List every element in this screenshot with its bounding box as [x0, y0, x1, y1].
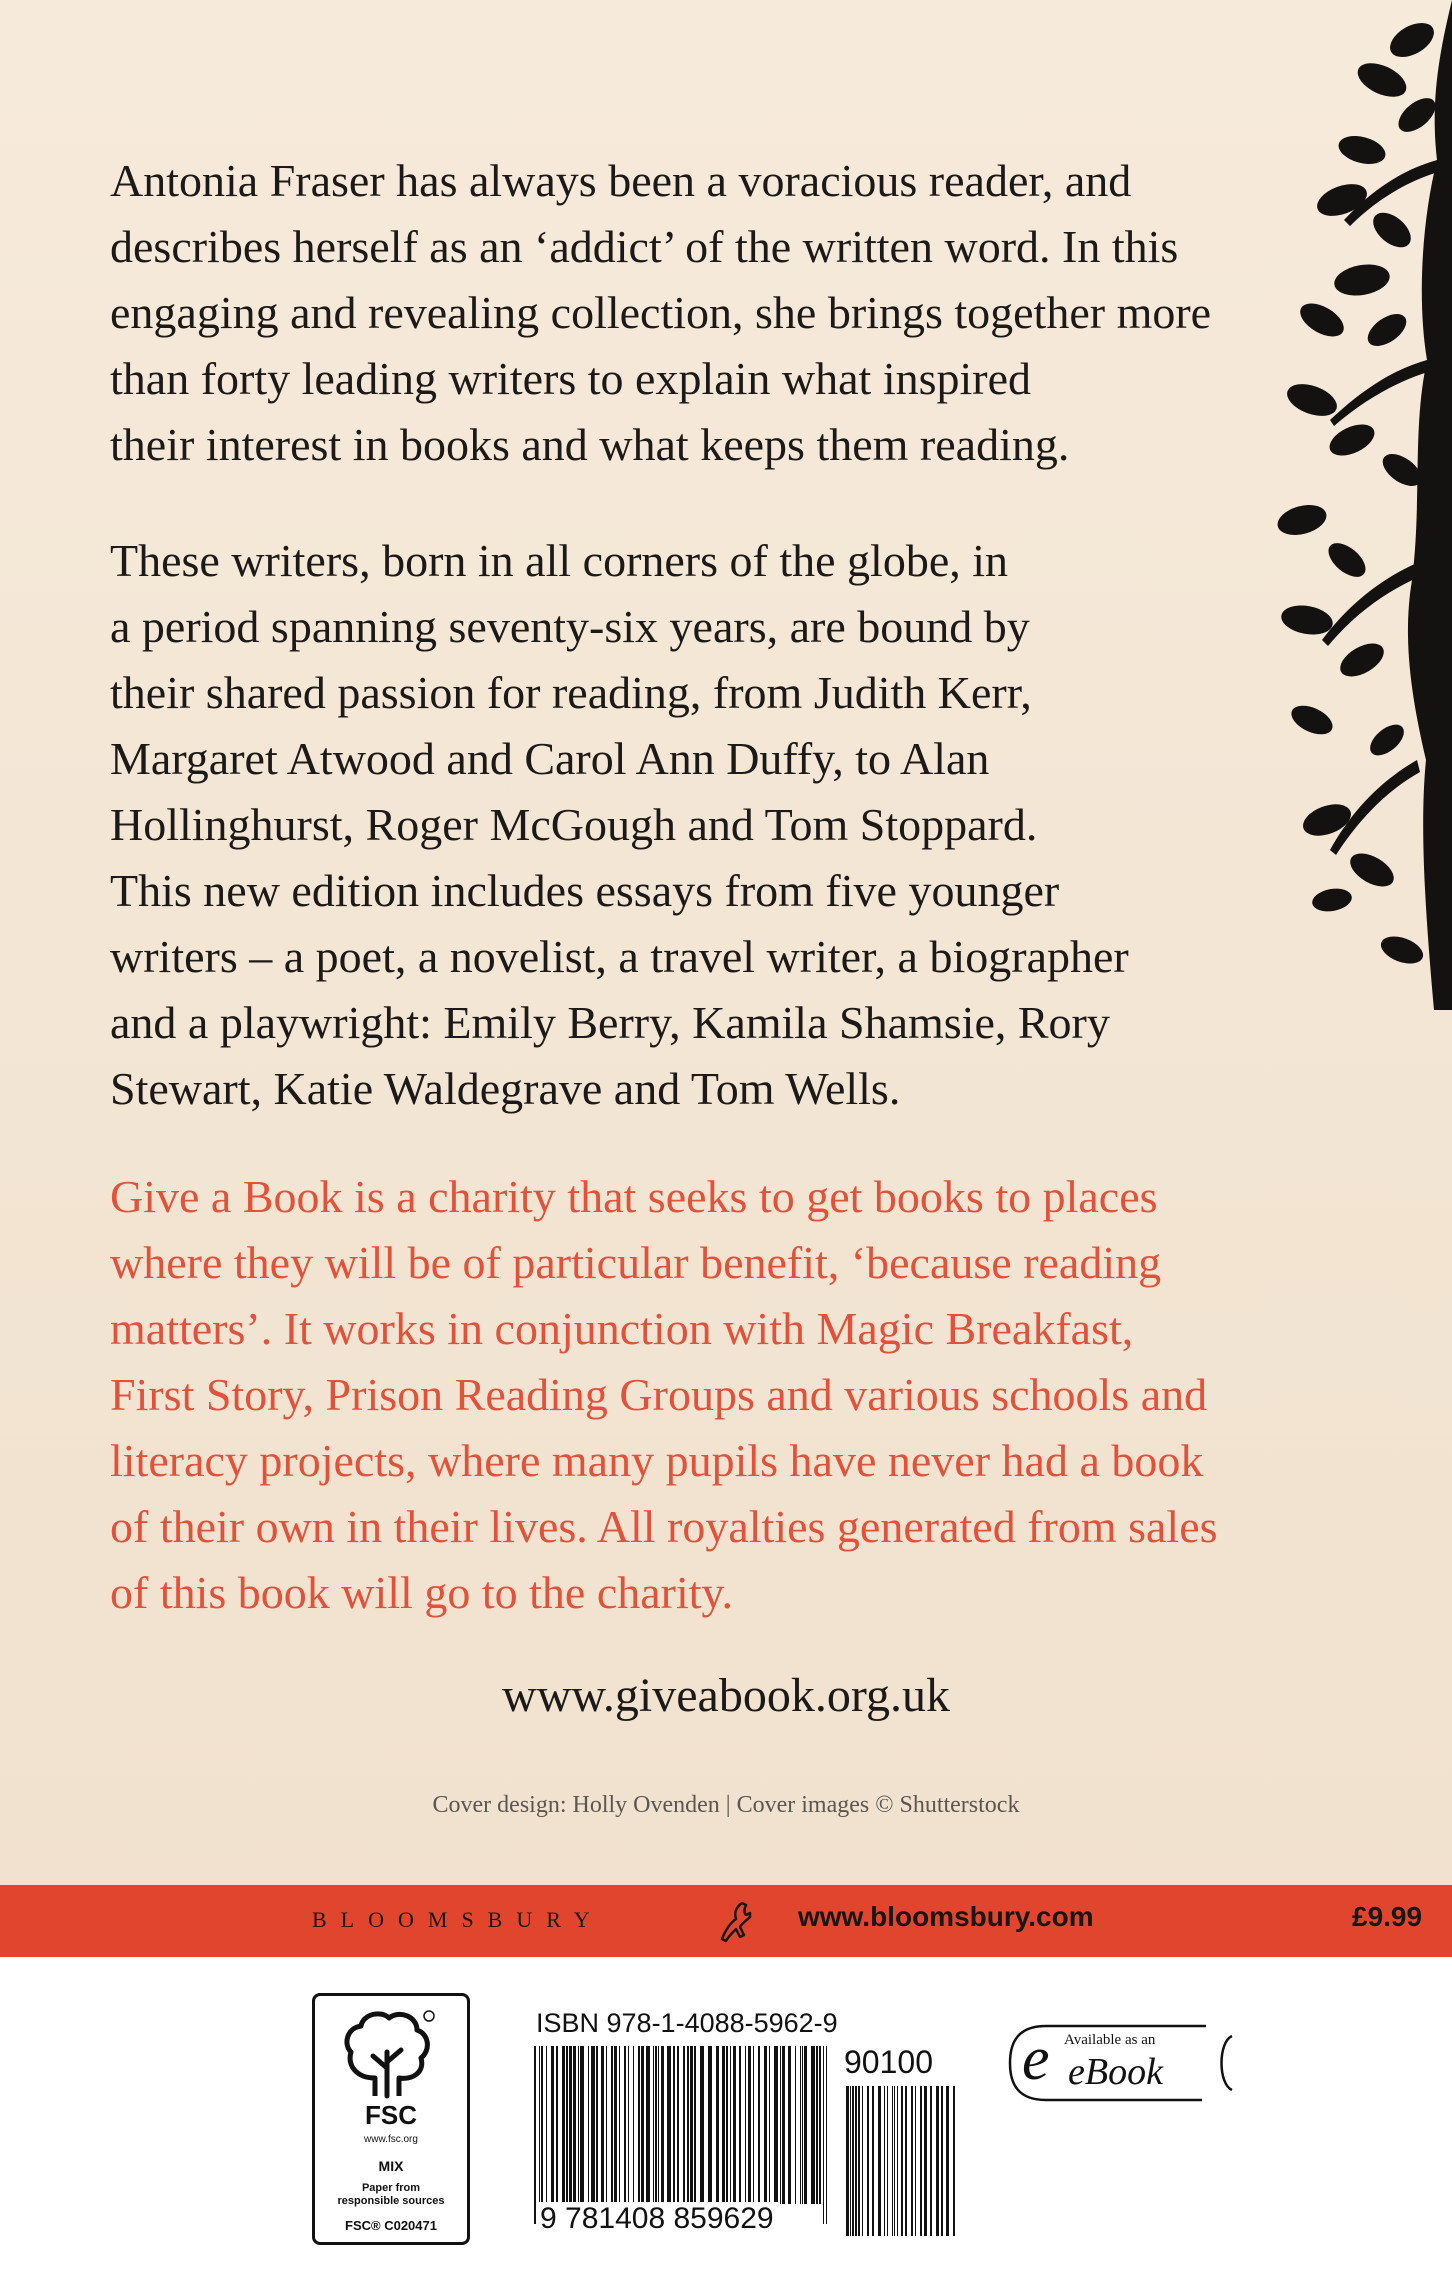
barcode-addon-bar [936, 2086, 939, 2236]
barcode-bar [551, 2046, 554, 2204]
barcode-bar [573, 2046, 576, 2204]
text-line: This new edition includes essays from five younger [110, 865, 1060, 916]
barcode-addon-bar [892, 2086, 893, 2236]
barcode-bar [606, 2046, 607, 2204]
barcode-bar [611, 2046, 613, 2204]
barcode-bar [646, 2046, 650, 2204]
barcode-addon-bar [897, 2086, 898, 2236]
barcode-bar [655, 2046, 657, 2204]
fsc-paper-note [315, 2182, 467, 2208]
text-line: These writers, born in all corners of the globe, in [110, 535, 1009, 586]
barcode-bar [628, 2046, 629, 2204]
barcode-addon-bar [924, 2086, 927, 2236]
barcode-addon-bar [855, 2086, 857, 2236]
barcode-bar [739, 2046, 741, 2204]
barcode-addon-bar [920, 2086, 922, 2236]
barcode-bar [804, 2046, 807, 2204]
text-line: Hollinghurst, Roger McGough and Tom Stoppard. [110, 799, 1038, 850]
text-line: Antonia Fraser has always been a voracious reader, and [110, 155, 1132, 206]
text-line: than forty leading writers to explain what inspired [110, 353, 1032, 404]
fsc-tree-icon [337, 2008, 437, 2100]
barcode-bar [788, 2046, 791, 2204]
publisher-website: www.bloomsbury.com [798, 1901, 1094, 1932]
ebook-available-text: Available as an [1064, 2032, 1156, 2048]
barcode-addon-bar [915, 2086, 916, 2236]
barcode-bar [758, 2046, 760, 2204]
barcode-addon-bar [887, 2086, 888, 2236]
barcode-bar [539, 2046, 540, 2224]
barcode-bar [774, 2046, 778, 2204]
barcode-bar [716, 2046, 719, 2204]
text-line: literacy projects, where many pupils have never had a book [110, 1435, 1204, 1486]
barcode-bar [591, 2046, 595, 2204]
barcode-addon-bar [850, 2086, 851, 2236]
text-line: their interest in books and what keeps them reading. [110, 419, 1070, 470]
barcode-bar [694, 2046, 696, 2204]
barcode-bar [541, 2046, 543, 2204]
barcode-addon-bar [852, 2086, 854, 2236]
barcode-addon-bar [884, 2086, 885, 2236]
barcode-bar [730, 2046, 731, 2204]
fsc-code: FSC® C020471 [345, 2218, 437, 2233]
text-line: describes herself as an ‘addict’ of the written word. In this [110, 221, 1179, 272]
fsc-title: FSC [365, 2100, 417, 2130]
blurb-paragraph-intro [110, 148, 1270, 478]
barcode-bar [753, 2046, 754, 2204]
barcode-bar [769, 2046, 770, 2204]
fsc-paper-line: responsible sources [337, 2195, 445, 2207]
barcode-addon-number: 90100 [844, 2044, 933, 2080]
barcode-bar [580, 2046, 584, 2204]
barcode-bar [546, 2046, 547, 2204]
barcode-addon-bar [872, 2086, 874, 2236]
text-line: writers – a poet, a novelist, a travel writer, a biographer [110, 931, 1129, 982]
barcode-bar [653, 2046, 654, 2204]
barcode-addon-bar [901, 2086, 903, 2236]
text-line: where they will be of particular benefit, ‘because reading [110, 1237, 1162, 1288]
barcode-bar [658, 2046, 659, 2204]
barcode-bar [633, 2046, 634, 2204]
barcode-bar [819, 2046, 821, 2204]
barcode-addon-bar [894, 2086, 895, 2236]
fsc-mix: MIX [378, 2158, 404, 2174]
barcode-bar [708, 2046, 712, 2204]
barcode-bar [687, 2046, 689, 2204]
barcode-addon-bar [867, 2086, 869, 2236]
fsc-certification-label [312, 1993, 470, 2245]
barcode-bar [667, 2046, 671, 2204]
barcode-bar [673, 2046, 675, 2204]
barcode-digits: 9 781408 859629 [536, 2202, 778, 2236]
barcode-addon-bar [941, 2086, 943, 2236]
barcode-bar [641, 2046, 644, 2204]
barcode-bar [748, 2046, 751, 2204]
barcode-bar [726, 2046, 728, 2204]
barcode-bar [823, 2046, 824, 2224]
fsc-paper-line: Paper from [361, 2182, 421, 2194]
ebook-e-glyph: e [1022, 2025, 1050, 2093]
text-line: First Story, Prison Reading Groups and various schools and [110, 1369, 1208, 1420]
barcode-addon-bar [858, 2086, 860, 2236]
charity-website: www.giveabook.org.uk [502, 1669, 950, 1722]
barcode-bar [802, 2046, 803, 2204]
text-line: Give a Book is a charity that seeks to get books to places [110, 1171, 1158, 1222]
barcode-bar [614, 2046, 617, 2204]
barcode-bar [638, 2046, 640, 2204]
barcode-bar [566, 2046, 568, 2204]
barcode-bar [562, 2046, 565, 2204]
fsc-url: www.fsc.org [364, 2134, 418, 2145]
barcode-bar [624, 2046, 626, 2204]
barcode-bar [596, 2046, 598, 2204]
barcode-bar [764, 2046, 767, 2204]
barcode-bar [683, 2046, 685, 2224]
blurb-paragraph-writers [110, 528, 1270, 1122]
barcode-addon-bar [953, 2086, 955, 2236]
barcode-bar [534, 2046, 536, 2224]
text-line: a period spanning seventy-six years, are bound by [110, 601, 1030, 652]
barcode-bar [780, 2046, 781, 2204]
barcode-bar [826, 2046, 827, 2224]
barcode-bar [795, 2046, 796, 2204]
ebook-available-badge [1006, 2022, 1242, 2104]
ebook-label: eBook [1068, 2051, 1163, 2093]
bloomsbury-dog-logo-icon [714, 1899, 754, 1943]
barcode-addon-bar [911, 2086, 913, 2236]
barcode-addon-bar [846, 2086, 849, 2236]
text-line: Margaret Atwood and Carol Ann Duffy, to Alan [110, 733, 990, 784]
barcode-addon-bar [862, 2086, 863, 2236]
barcode-bar [733, 2046, 736, 2204]
barcode-bar [811, 2046, 815, 2204]
barcode-bar [800, 2046, 801, 2204]
barcode-bar [578, 2046, 579, 2204]
barcode-addon-bar [946, 2086, 949, 2236]
barcode-bar [601, 2046, 604, 2204]
barcode-bar [569, 2046, 572, 2204]
barcode-bar [700, 2046, 704, 2204]
barcode-addon-bar [905, 2086, 907, 2236]
text-line: matters’. It works in conjunction with Magic Breakfast, [110, 1303, 1134, 1354]
text-line: engaging and revealing collection, she brings together more [110, 287, 1212, 338]
text-line: of this book will go to the charity. [110, 1567, 734, 1618]
barcode-bar [588, 2046, 589, 2204]
cover-credits: Cover design: Holly Ovenden | Cover images © Shutterstock [432, 1792, 1020, 1818]
barcode-bar [619, 2046, 620, 2204]
publisher-band [0, 1885, 1452, 1957]
barcode-bar [722, 2046, 725, 2204]
barcode-bar [745, 2046, 746, 2204]
barcode-addon-bar [878, 2086, 881, 2236]
blurb-paragraph-charity [110, 1164, 1340, 1626]
text-line: their shared passion for reading, from Judith Kerr, [110, 667, 1032, 718]
barcode-bar [782, 2046, 785, 2204]
barcode-bar [690, 2046, 693, 2204]
barcode-bar [677, 2046, 679, 2224]
barcode-bar [661, 2046, 664, 2204]
price-label: £9.99 [1352, 1901, 1423, 1932]
publisher-name: BLOOMSBURY [312, 1907, 604, 1932]
barcode-addon-bar [930, 2086, 932, 2236]
barcode-bar [556, 2046, 558, 2204]
isbn-label: ISBN 978-1-4088-5962-9 [536, 2008, 838, 2038]
barcode-bar [816, 2046, 818, 2204]
text-line: Stewart, Katie Waldegrave and Tom Wells. [110, 1063, 901, 1114]
text-line: and a playwright: Emily Berry, Kamila Shamsie, Rory [110, 997, 1110, 1048]
text-line: of their own in their lives. All royalties generated from sales [110, 1501, 1218, 1552]
